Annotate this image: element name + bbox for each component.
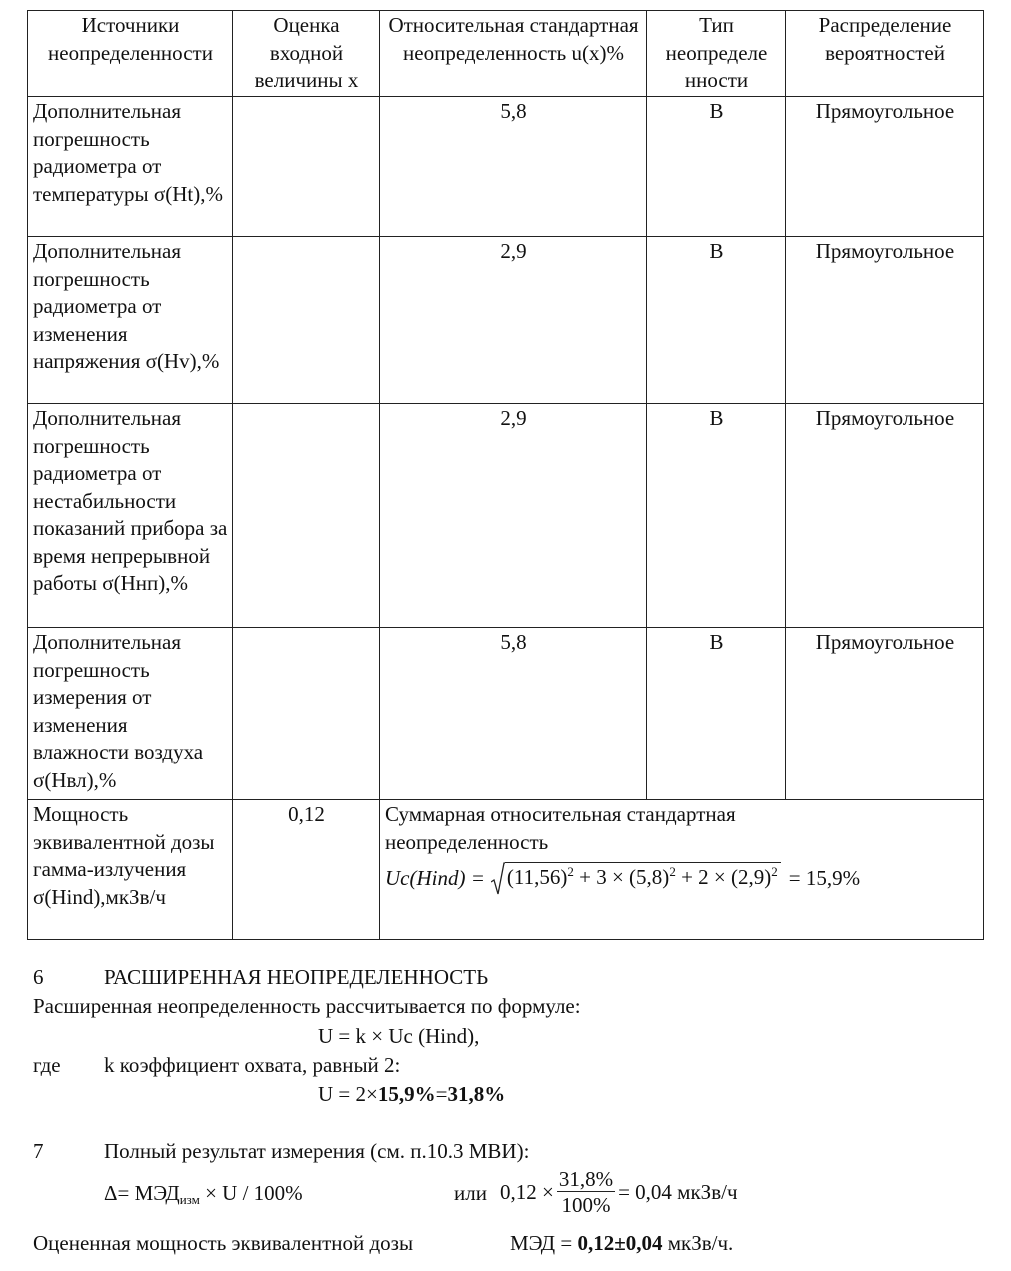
radicand-term: + 2 × (2,9) bbox=[675, 865, 772, 889]
radicand-term: + 3 × (5,8) bbox=[573, 865, 670, 889]
total-uncertainty-formula bbox=[385, 862, 979, 896]
row-source: Дополнительная погрешность радиометра от изменения напряжения σ(Hv),% bbox=[28, 237, 233, 404]
expanded-uncertainty-result bbox=[318, 1081, 505, 1109]
calc-result: = 0,04 мкЗв/ч bbox=[618, 1179, 738, 1204]
radicand-term: (11,56) bbox=[506, 865, 568, 889]
header-relative-uncertainty: Относительная стандартная неопределенность u(x)% bbox=[380, 11, 647, 97]
section-6-intro: Расширенная неопределенность рассчитывается по формуле: bbox=[33, 994, 581, 1018]
final-result bbox=[510, 1230, 733, 1258]
section-7-number: 7 bbox=[33, 1139, 44, 1163]
row-estimate bbox=[233, 628, 380, 800]
delta-suffix: × U / 100% bbox=[199, 1181, 303, 1205]
row-source: Дополнительная погрешность измерения от изменения влажности воздуха σ(Hвл),% bbox=[28, 628, 233, 800]
delta-prefix: Δ= МЭД bbox=[104, 1181, 180, 1205]
section-6-title: РАСШИРЕННАЯ НЕОПРЕДЕЛЕННОСТЬ bbox=[104, 965, 489, 989]
total-estimate: 0,12 bbox=[233, 800, 380, 940]
row-distribution: Прямоугольное bbox=[786, 628, 984, 800]
row-source: Дополнительная погрешность радиометра от нестабильности показаний прибора за время непрерывной работы σ(Hнп),% bbox=[28, 404, 233, 628]
delta-subscript: изм bbox=[179, 1192, 200, 1207]
final-label: Оцененная мощность эквивалентной дозы bbox=[33, 1231, 414, 1255]
table-row bbox=[28, 628, 984, 800]
calc-numerator: 31,8% bbox=[558, 1167, 614, 1191]
or-label: или bbox=[454, 1181, 487, 1205]
calc-formula bbox=[500, 1167, 738, 1218]
where-text: k коэффициент охвата, равный 2: bbox=[104, 1053, 401, 1077]
result-eq: = bbox=[435, 1082, 448, 1106]
total-uncertainty-label: Суммарная относительная стандартная неопределенность bbox=[385, 802, 736, 854]
section-6-formula: U = k × Uc (Hind), bbox=[318, 1024, 480, 1048]
total-uncertainty-cell bbox=[380, 800, 984, 940]
header-distribution: Распределение вероятностей bbox=[786, 11, 984, 97]
row-uncertainty: 2,9 bbox=[380, 404, 647, 628]
row-estimate bbox=[233, 97, 380, 237]
table-row bbox=[28, 237, 984, 404]
formula-radicand bbox=[505, 862, 781, 896]
uncertainty-table bbox=[27, 10, 984, 940]
row-estimate bbox=[233, 237, 380, 404]
calc-prefix: 0,12 × bbox=[500, 1179, 554, 1204]
final-unit: мкЗв/ч. bbox=[662, 1231, 734, 1255]
table-header-row bbox=[28, 11, 984, 97]
row-source: Дополнительная погрешность радиометра от температуры σ(Ht),% bbox=[28, 97, 233, 237]
radicand-exponent: 2 bbox=[567, 864, 574, 879]
square-root-icon bbox=[491, 862, 781, 896]
result-mid: 15,9% bbox=[377, 1082, 436, 1106]
delta-formula bbox=[104, 1180, 303, 1208]
radicand-exponent: 2 bbox=[771, 864, 778, 879]
row-type: В bbox=[647, 237, 786, 404]
row-estimate bbox=[233, 404, 380, 628]
row-distribution: Прямоугольное bbox=[786, 97, 984, 237]
final-value: 0,12±0,04 bbox=[577, 1231, 663, 1255]
radicand-exponent: 2 bbox=[669, 864, 676, 879]
row-uncertainty: 2,9 bbox=[380, 237, 647, 404]
section-6-number: 6 bbox=[33, 965, 44, 989]
row-distribution: Прямоугольное bbox=[786, 237, 984, 404]
row-type: В bbox=[647, 628, 786, 800]
calc-denominator: 100% bbox=[561, 1193, 611, 1217]
row-type: В bbox=[647, 404, 786, 628]
table-row bbox=[28, 97, 984, 237]
row-uncertainty: 5,8 bbox=[380, 628, 647, 800]
row-distribution: Прямоугольное bbox=[786, 404, 984, 628]
row-uncertainty: 5,8 bbox=[380, 97, 647, 237]
table-row-total bbox=[28, 800, 984, 940]
row-type: В bbox=[647, 97, 786, 237]
header-estimate: Оценка входной величины x bbox=[233, 11, 380, 97]
result-value: 31,8% bbox=[447, 1082, 506, 1106]
final-prefix: МЭД = bbox=[510, 1231, 578, 1255]
formula-lhs: Uc(Hind) = bbox=[385, 866, 485, 891]
total-source: Мощность эквивалентной дозы гамма-излучения σ(Hind),мкЗв/ч bbox=[28, 800, 233, 940]
table-row bbox=[28, 404, 984, 628]
calc-fraction bbox=[557, 1167, 615, 1218]
header-type: Тип неопределе нности bbox=[647, 11, 786, 97]
section-7-title: Полный результат измерения (см. п.10.3 МВИ): bbox=[104, 1139, 530, 1163]
formula-result: = 15,9% bbox=[788, 866, 861, 891]
header-sources: Источники неопределенности bbox=[28, 11, 233, 97]
where-label: где bbox=[33, 1053, 61, 1077]
result-prefix: U = 2× bbox=[318, 1082, 378, 1106]
